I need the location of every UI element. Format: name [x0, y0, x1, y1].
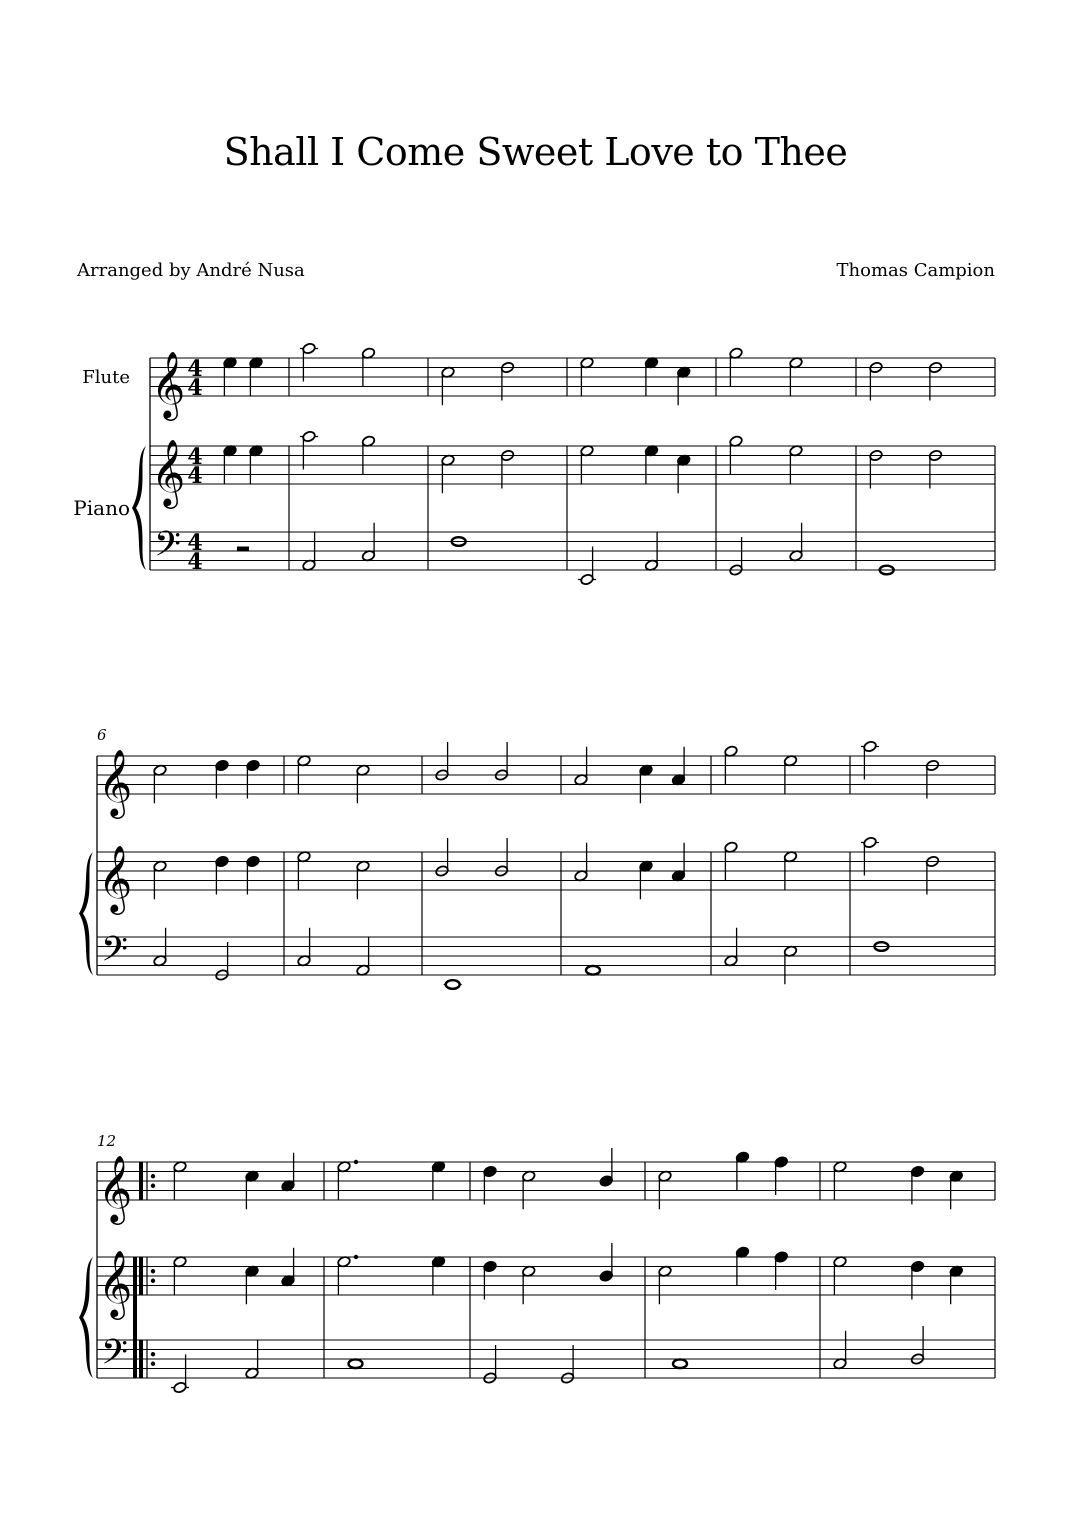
bass-clef-icon: 𝄢: [154, 523, 182, 573]
grand-staff-brace: [79, 1257, 93, 1378]
staff-rh: [150, 446, 995, 484]
composer-credit: Thomas Campion: [836, 260, 995, 281]
system-1: [73, 342, 995, 585]
repeat-dot: [151, 1352, 155, 1356]
whole-note: [586, 966, 600, 975]
repeat-dot: [151, 1184, 155, 1188]
time-signature-top: 4: [187, 530, 203, 556]
treble-clef-icon: 𝄞: [98, 844, 133, 912]
treble-clef-icon: 𝄞: [151, 438, 186, 506]
instrument-label-flute: Flute: [82, 367, 130, 388]
staff-lh: [97, 937, 995, 975]
score-title: Shall I Come Sweet Love to Thee: [223, 130, 848, 174]
grand-staff-brace: [79, 852, 93, 975]
time-signature-bottom: 4: [187, 549, 203, 575]
staff-lh: [97, 1340, 995, 1378]
staff-flute: [97, 756, 995, 794]
time-signature-bottom: 4: [187, 375, 203, 401]
repeat-dot: [151, 1269, 155, 1273]
measure-number: 6: [97, 726, 107, 744]
repeat-dot: [151, 1279, 155, 1283]
repeat-thick-bar: [133, 1257, 137, 1378]
treble-clef-icon: 𝄞: [98, 1249, 133, 1317]
staff-rh: [97, 852, 995, 890]
repeat-dot: [151, 1174, 155, 1178]
staff-lh: [150, 532, 995, 570]
arranger-credit: Arranged by André Nusa: [77, 260, 305, 281]
staff-rh: [97, 1257, 995, 1295]
instrument-label-piano: Piano: [73, 496, 130, 520]
time-signature-top: 4: [187, 356, 203, 382]
grand-staff-brace: [132, 446, 146, 570]
time-signature-top: 4: [187, 444, 203, 470]
whole-note: [349, 1359, 363, 1368]
whole-note: [446, 980, 460, 989]
whole-note: [673, 1359, 687, 1368]
bass-clef-icon: 𝄢: [101, 928, 129, 978]
treble-clef-icon: 𝄞: [98, 748, 133, 816]
treble-clef-icon: 𝄞: [98, 1154, 133, 1222]
staff-flute: [150, 358, 995, 396]
bass-clef-icon: 𝄢: [101, 1331, 129, 1381]
measure-number: 12: [97, 1132, 117, 1150]
repeat-dot: [151, 1362, 155, 1366]
staff-flute: [97, 1162, 995, 1200]
treble-clef-icon: 𝄞: [151, 350, 186, 418]
half-rest: [237, 547, 249, 552]
time-signature-bottom: 4: [187, 463, 203, 489]
